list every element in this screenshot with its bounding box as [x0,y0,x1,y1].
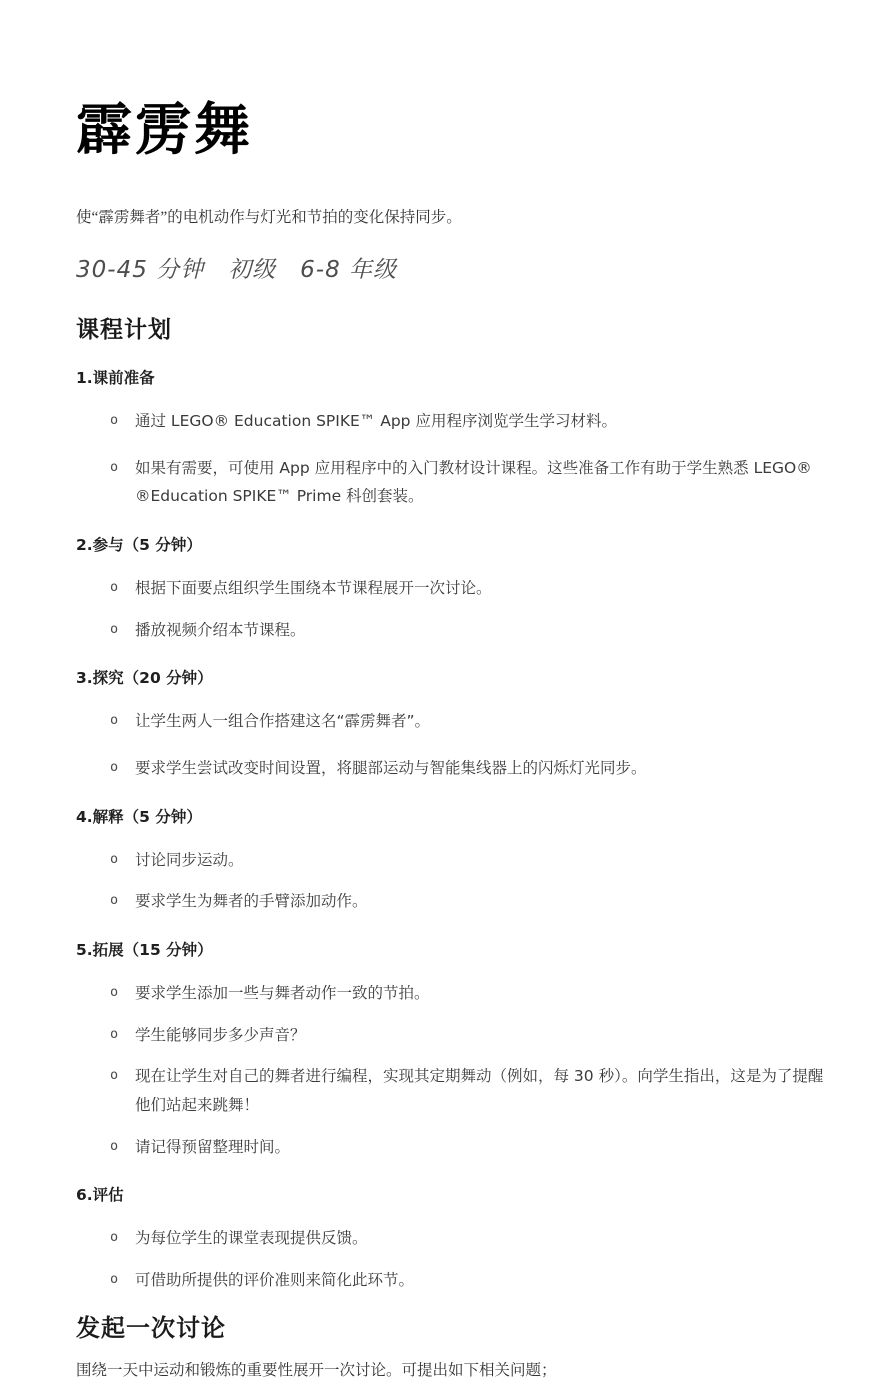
list-item [76,846,834,875]
bullet-marker: o [110,758,119,775]
step-heading-5-elaborate: 5.拓展（15 分钟） [76,940,213,959]
bullet-text: 请记得预留整理时间。 [135,1137,291,1156]
bullet-marker: o [110,458,119,475]
list-item [76,407,834,436]
bullet-marker: o [110,620,119,637]
bullet-marker: o [110,578,119,595]
step-heading-1-prepare: 1.课前准备 [76,368,155,387]
list-item [76,1133,834,1162]
step-heading-3-explore: 3.探究（20 分钟） [76,669,213,688]
bullet-text: 讨论同步运动。 [135,850,244,869]
lesson-description: 使“霹雳舞者”的电机动作与灯光和节拍的变化保持同步。 [76,209,462,226]
meta-duration: 30-45 分钟 [76,256,205,283]
bullet-marker: o [110,1025,119,1042]
bullet-text: 可借助所提供的评价准则来简化此环节。 [135,1271,415,1289]
bullet-marker: o [110,892,119,909]
list-item [76,616,834,645]
bullet-text: 学生能够同步多少声音？ [135,1025,306,1044]
bullet-marker: o [110,1229,119,1246]
step-2-bullet-list [76,574,834,644]
bullet-text: 现在让学生对自己的舞者进行编程，实现其定期舞动（例如，每 30 秒）。向学生指出，这是为了提醒他们站起来跳舞！ [135,1067,824,1114]
bullet-text: 如果有需要，可使用 App 应用程序中的入门教材设计课程。这些准备工作有助于学生熟悉 LEGO® ®Education SPIKE™ Prime 科创套装。 [135,458,812,506]
list-item [76,1062,834,1119]
bullet-text: 根据下面要点组织学生围绕本节课程展开一次讨论。 [135,578,492,597]
list-item [76,574,834,603]
bullet-marker: o [110,712,119,729]
bullet-marker: o [110,411,119,428]
bullet-text: 播放视频介绍本节课程。 [135,620,306,639]
bullet-text: 要求学生为舞者的手臂添加动作。 [135,892,368,911]
page-title: 霹雳舞 [76,100,253,162]
discussion-intro: 围绕一天中运动和锻炼的重要性展开一次讨论。可提出如下相关问题； [76,1360,557,1379]
lesson-meta [76,251,834,284]
step-5-bullet-list [76,979,834,1161]
step-3-bullet-list [76,707,834,782]
section-heading-discussion: 发起一次讨论 [76,1315,226,1342]
bullet-text: 让学生两人一组合作搭建这名“霹雳舞者”。 [135,712,431,731]
list-item [76,979,834,1008]
list-item [76,707,834,736]
step-heading-2-engage: 2.参与（5 分钟） [76,535,202,554]
list-item [76,1224,834,1253]
bullet-text: 要求学生添加一些与舞者动作一致的节拍。 [135,983,430,1002]
list-item [76,754,834,783]
bullet-marker: o [110,1271,119,1287]
bullet-marker: o [110,1067,119,1084]
step-heading-6-evaluate: 6.评估 [76,1186,124,1205]
meta-grades: 6-8 年级 [300,256,398,283]
bullet-text: 为每位学生的课堂表现提供反馈。 [135,1229,368,1248]
list-item [76,1021,834,1050]
meta-level: 初级 [228,256,277,283]
list-item [76,887,834,916]
section-heading-lesson-plan: 课程计划 [76,316,172,342]
step-6-bullet-list [76,1224,834,1294]
step-1-bullet-list [76,407,834,511]
bullet-marker: o [110,1137,119,1154]
step-4-bullet-list [76,846,834,916]
bullet-text: 要求学生尝试改变时间设置，将腿部运动与智能集线器上的闪烁灯光同步。 [135,758,647,777]
step-heading-4-explain: 4.解释（5 分钟） [76,807,202,826]
bullet-text: 通过 LEGO® Education SPIKE™ App 应用程序浏览学生学习材料。 [135,411,617,430]
list-item [76,454,834,511]
list-item [76,1266,834,1295]
bullet-marker: o [110,983,119,1000]
bullet-marker: o [110,850,119,867]
